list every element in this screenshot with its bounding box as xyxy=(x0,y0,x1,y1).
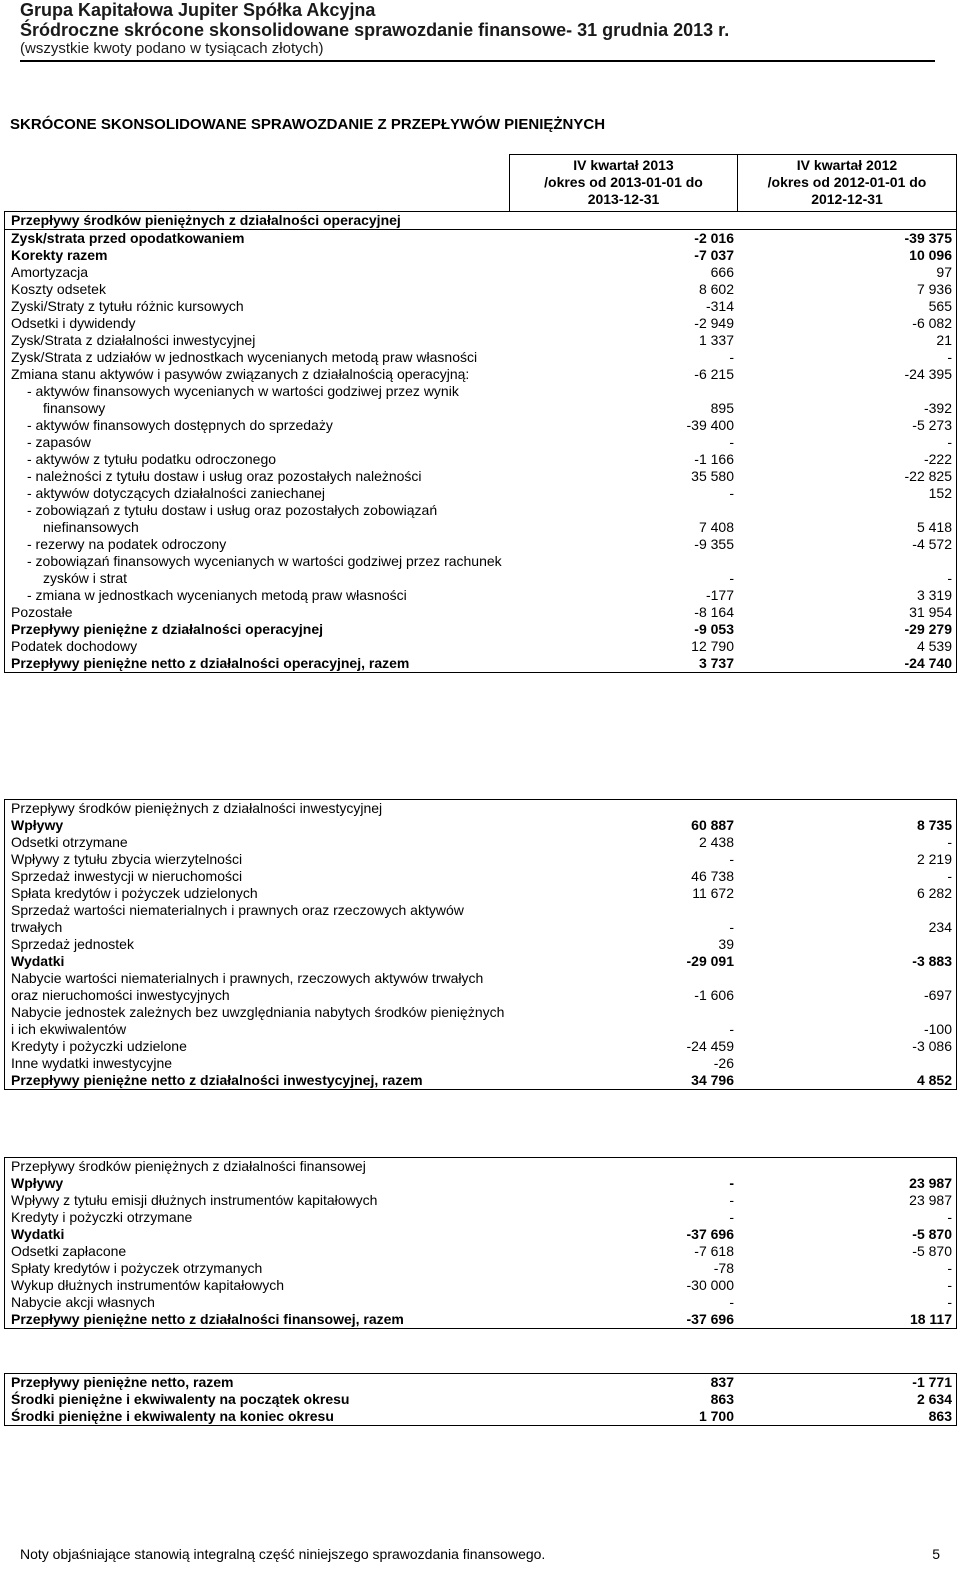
table-row xyxy=(5,366,956,383)
row-label: Sprzedaż wartości niematerialnych i prawnych oraz rzeczowych aktywów trwałych xyxy=(11,902,464,935)
row-label: Koszty odsetek xyxy=(11,281,106,297)
summary-section xyxy=(4,1373,957,1426)
table-row xyxy=(5,1158,956,1175)
row-label: Podatek dochodowy xyxy=(11,638,138,654)
row-label: - aktywów finansowych dostępnych do sprzedaży xyxy=(27,417,333,433)
col2-line1: IV kwartał 2012 xyxy=(796,157,898,173)
row-label: - zobowiązań finansowych wycenianych w wartości godziwej przez rachunek zysków i strat xyxy=(27,553,502,586)
table-row xyxy=(5,229,956,247)
row-label: Spłata kredytów i pożyczek udzielonych xyxy=(11,885,258,901)
value-2013: - xyxy=(729,434,734,450)
value-2012: 4 539 xyxy=(916,638,952,654)
value-2013: 34 796 xyxy=(691,1072,734,1088)
value-2013: 3 737 xyxy=(698,655,734,671)
table-row xyxy=(5,1277,956,1294)
row-label: Przepływy środków pieniężnych z działalności inwestycyjnej xyxy=(11,800,383,816)
row-label: Wydatki xyxy=(11,1226,65,1242)
value-2013: 2 438 xyxy=(698,834,734,850)
row-label: Przepływy pieniężne netto z działalności inwestycyjnej, razem xyxy=(11,1072,423,1088)
row-label: - zobowiązań z tytułu dostaw i usług oraz pozostałych zobowiązań niefinansowych xyxy=(27,502,438,535)
table-row xyxy=(5,1209,956,1226)
value-2012: -39 375 xyxy=(904,230,952,246)
value-2012: - xyxy=(947,1277,952,1293)
table-row xyxy=(5,485,956,502)
value-2013: -26 xyxy=(713,1055,734,1071)
value-2012: - xyxy=(947,868,952,884)
value-2013: 1 337 xyxy=(698,332,734,348)
value-2013: 60 887 xyxy=(691,817,734,833)
row-label: Środki pieniężne i ekwiwalenty na koniec okresu xyxy=(11,1408,334,1424)
value-2013: 1 700 xyxy=(698,1408,734,1424)
value-2013: -7 037 xyxy=(694,247,734,263)
value-2013: 895 xyxy=(710,400,734,416)
value-2012: -5 273 xyxy=(912,417,952,433)
value-2013: -9 053 xyxy=(694,621,734,637)
row-label: Nabycie jednostek zależnych bez uwzględniania nabytych środków pieniężnych i ich ekwiwalentów xyxy=(11,1004,505,1037)
row-label: Środki pieniężne i ekwiwalenty na początek okresu xyxy=(11,1391,350,1407)
col1-line1: IV kwartał 2013 xyxy=(573,157,674,173)
value-2013: -78 xyxy=(713,1260,734,1276)
page-footer xyxy=(20,1546,940,1562)
value-2012: -24 740 xyxy=(904,655,952,671)
value-2013: - xyxy=(729,1175,734,1191)
value-2013: 11 672 xyxy=(692,885,734,901)
table-row xyxy=(5,553,956,587)
value-2013: 863 xyxy=(710,1391,734,1407)
row-label: Wpływy z tytułu zbycia wierzytelności xyxy=(11,851,243,867)
statement-title: SKRÓCONE SKONSOLIDOWANE SPRAWOZDANIE Z PRZEPŁYWÓW PIENIĘŻNYCH xyxy=(10,116,606,133)
report-name: Śródroczne skrócone skonsolidowane sprawozdanie finansowe- 31 grudnia 2013 r. xyxy=(20,20,730,40)
column-header-2013 xyxy=(509,154,738,212)
table-row xyxy=(5,1311,956,1328)
table-row xyxy=(5,264,956,281)
table-row xyxy=(5,349,956,366)
row-label: - rezerwy na podatek odroczony xyxy=(27,536,227,552)
value-2013: 666 xyxy=(710,264,734,280)
value-2012: - xyxy=(947,570,952,586)
value-2012: 2 634 xyxy=(916,1391,952,1407)
value-2013: -37 696 xyxy=(686,1311,734,1327)
value-2012: 863 xyxy=(928,1408,952,1424)
row-label: Zmiana stanu aktywów i pasywów związanych z działalnością operacyjną: xyxy=(11,366,470,382)
value-2012: 2 219 xyxy=(916,851,952,867)
value-2013: -29 091 xyxy=(686,953,734,969)
value-2012: -29 279 xyxy=(904,621,952,637)
row-label: Sprzedaż inwestycji w nieruchomości xyxy=(11,868,243,884)
row-label: Pozostałe xyxy=(11,604,73,620)
value-2012: 23 987 xyxy=(909,1192,952,1208)
row-label: Inne wydatki inwestycyjne xyxy=(11,1055,173,1071)
value-2013: -1 606 xyxy=(694,987,734,1003)
page-header xyxy=(20,0,935,62)
row-label: Przepływy środków pieniężnych z działalności finansowej xyxy=(11,1158,366,1174)
row-label: Przepływy pieniężne z działalności operacyjnej xyxy=(11,621,323,637)
col1-line2: /okres od 2013-01-01 do xyxy=(544,174,703,190)
table-row xyxy=(5,604,956,621)
financing-activities-section xyxy=(4,1157,957,1329)
row-label: - zapasów xyxy=(27,434,91,450)
table-row xyxy=(5,1072,956,1089)
table-row xyxy=(5,502,956,536)
value-2013: -7 618 xyxy=(694,1243,734,1259)
value-2012: -5 870 xyxy=(912,1226,952,1242)
table-row xyxy=(5,851,956,868)
table-row xyxy=(5,417,956,434)
table-row xyxy=(5,281,956,298)
table-row xyxy=(5,1226,956,1243)
value-2013: -9 355 xyxy=(694,536,734,552)
table-row xyxy=(5,1294,956,1311)
value-2013: -2 949 xyxy=(694,315,734,331)
table-row xyxy=(5,315,956,332)
row-label: Zysk/strata przed opodatkowaniem xyxy=(11,230,245,246)
row-label: - aktywów dotyczących działalności zaniechanej xyxy=(27,485,326,501)
table-row xyxy=(5,868,956,885)
value-2012: - xyxy=(947,834,952,850)
value-2013: 7 408 xyxy=(698,519,734,535)
table-row xyxy=(5,298,956,315)
row-label: Wydatki xyxy=(11,953,65,969)
value-2012: 152 xyxy=(928,485,952,501)
table-row xyxy=(5,383,956,417)
table-row xyxy=(5,247,956,264)
table-row xyxy=(5,536,956,553)
value-2012: -5 870 xyxy=(912,1243,952,1259)
value-2013: -39 400 xyxy=(686,417,734,433)
value-2012: 5 418 xyxy=(916,519,952,535)
table-row xyxy=(5,638,956,655)
table-row xyxy=(5,800,956,817)
value-2012: 4 852 xyxy=(916,1072,952,1088)
value-2012: 234 xyxy=(928,919,952,935)
value-2013: -30 000 xyxy=(686,1277,734,1293)
row-label: Wykup dłużnych instrumentów kapitałowych xyxy=(11,1277,284,1293)
table-row xyxy=(5,1038,956,1055)
value-2012: -3 086 xyxy=(912,1038,952,1054)
table-row xyxy=(5,817,956,834)
table-row xyxy=(5,587,956,604)
table-row xyxy=(5,655,956,672)
row-label: Przepływy pieniężne netto z działalności finansowej, razem xyxy=(11,1311,404,1327)
page-number: 5 xyxy=(932,1546,940,1562)
table-row xyxy=(5,902,956,936)
row-label: Amortyzacja xyxy=(11,264,89,280)
value-2013: 837 xyxy=(710,1374,734,1390)
value-2013: -314 xyxy=(705,298,734,314)
row-label: Odsetki i dywidendy xyxy=(11,315,136,331)
value-2012: -6 082 xyxy=(912,315,952,331)
value-2013: 46 738 xyxy=(691,868,734,884)
value-2013: - xyxy=(729,570,734,586)
row-label: Kredyty i pożyczki otrzymane xyxy=(11,1209,193,1225)
row-label: Sprzedaż jednostek xyxy=(11,936,134,952)
value-2012: 6 282 xyxy=(916,885,952,901)
value-2012: 3 319 xyxy=(916,587,952,603)
value-2013: -1 166 xyxy=(694,451,734,467)
row-label: Odsetki zapłacone xyxy=(11,1243,127,1259)
col1-line3: 2013-12-31 xyxy=(587,191,660,207)
value-2012: 10 096 xyxy=(909,247,952,263)
value-2013: -37 696 xyxy=(686,1226,734,1242)
value-2013: -6 215 xyxy=(694,366,734,382)
value-2013: 35 580 xyxy=(691,468,734,484)
value-2013: 12 790 xyxy=(691,638,734,654)
value-2012: -22 825 xyxy=(904,468,952,484)
value-2012: - xyxy=(947,1294,952,1310)
value-2012: 31 954 xyxy=(909,604,952,620)
value-2012: -4 572 xyxy=(912,536,952,552)
table-row xyxy=(5,1260,956,1277)
value-2013: -24 459 xyxy=(686,1038,734,1054)
value-2012: - xyxy=(947,1209,952,1225)
row-label: Wpływy xyxy=(11,1175,64,1191)
value-2012: - xyxy=(947,1260,952,1276)
table-row xyxy=(5,1408,956,1425)
row-label: Zysk/Strata z działalności inwestycyjnej xyxy=(11,332,256,348)
table-row xyxy=(5,885,956,902)
row-label: Wpływy z tytułu emisji dłużnych instrumentów kapitałowych xyxy=(11,1192,378,1208)
value-2013: -8 164 xyxy=(694,604,734,620)
row-label: Nabycie akcji własnych xyxy=(11,1294,155,1310)
units-note: (wszystkie kwoty podano w tysiącach złotych) xyxy=(20,40,324,57)
value-2013: -177 xyxy=(705,587,734,603)
value-2013: 39 xyxy=(718,936,734,952)
value-2012: -3 883 xyxy=(912,953,952,969)
row-label: Korekty razem xyxy=(11,247,108,263)
value-2012: -1 771 xyxy=(912,1374,952,1390)
company-name: Grupa Kapitałowa Jupiter Spółka Akcyjna xyxy=(20,0,376,20)
row-label: - należności z tytułu dostaw i usług oraz pozostałych należności xyxy=(27,468,422,484)
row-label: Odsetki otrzymane xyxy=(11,834,128,850)
value-2012: 18 117 xyxy=(909,1311,952,1327)
col2-line3: 2012-12-31 xyxy=(811,191,883,207)
value-2013: - xyxy=(729,485,734,501)
row-label: Przepływy pieniężne netto, razem xyxy=(11,1374,234,1390)
value-2013: 8 602 xyxy=(698,281,734,297)
table-row xyxy=(5,970,956,1004)
value-2012: - xyxy=(947,434,952,450)
table-row xyxy=(5,1004,956,1038)
value-2013: - xyxy=(729,851,734,867)
value-2012: 565 xyxy=(928,298,952,314)
operating-activities-section xyxy=(4,211,957,673)
value-2012: 7 936 xyxy=(916,281,952,297)
row-label: - aktywów finansowych wycenianych w wartości godziwej przez wynik finansowy xyxy=(27,383,459,416)
value-2013: - xyxy=(729,919,734,935)
table-row xyxy=(5,332,956,349)
value-2013: -2 016 xyxy=(694,230,734,246)
value-2013: - xyxy=(729,1192,734,1208)
table-row xyxy=(5,1243,956,1260)
value-2012: 21 xyxy=(936,332,952,348)
table-row xyxy=(5,451,956,468)
table-row xyxy=(5,1391,956,1408)
table-row xyxy=(5,834,956,851)
table-row xyxy=(5,1055,956,1072)
row-label: Wpływy xyxy=(11,817,64,833)
row-label: Kredyty i pożyczki udzielone xyxy=(11,1038,187,1054)
row-label: Przepływy pieniężne netto z działalności operacyjnej, razem xyxy=(11,655,410,671)
table-row xyxy=(5,936,956,953)
value-2012: -392 xyxy=(923,400,952,416)
footer-note: Noty objaśniające stanowią integralną część niniejszego sprawozdania finansowego. xyxy=(20,1546,546,1562)
value-2012: 97 xyxy=(936,264,952,280)
table-row xyxy=(5,621,956,638)
table-row xyxy=(5,212,956,229)
table-row xyxy=(5,1374,956,1391)
value-2013: - xyxy=(729,349,734,365)
value-2012: -222 xyxy=(923,451,952,467)
value-2012: -100 xyxy=(923,1021,952,1037)
value-2013: - xyxy=(729,1021,734,1037)
value-2012: -697 xyxy=(923,987,952,1003)
column-header-2012 xyxy=(737,154,957,212)
row-label: Zyski/Straty z tytułu różnic kursowych xyxy=(11,298,244,314)
value-2013: - xyxy=(729,1209,734,1225)
row-label: - zmiana w jednostkach wycenianych metodą praw własności xyxy=(27,587,407,603)
investing-activities-section xyxy=(4,799,957,1090)
row-label: Spłaty kredytów i pożyczek otrzymanych xyxy=(11,1260,263,1276)
value-2012: 23 987 xyxy=(909,1175,952,1191)
row-label: Przepływy środków pieniężnych z działalności operacyjnej xyxy=(11,212,401,228)
table-row xyxy=(5,434,956,451)
row-label: - aktywów z tytułu podatku odroczonego xyxy=(27,451,277,467)
table-row xyxy=(5,953,956,970)
table-row xyxy=(5,468,956,485)
value-2012: -24 395 xyxy=(904,366,952,382)
table-row xyxy=(5,1192,956,1209)
row-label: Zysk/Strata z udziałów w jednostkach wycenianych metodą praw własności xyxy=(11,349,478,365)
value-2013: - xyxy=(729,1294,734,1310)
value-2012: - xyxy=(947,349,952,365)
value-2012: 8 735 xyxy=(916,817,952,833)
row-label: Nabycie wartości niematerialnych i prawnych, rzeczowych aktywów trwałych oraz nieruchomości inwestycyjnych xyxy=(11,970,484,1003)
col2-line2: /okres od 2012-01-01 do xyxy=(767,174,927,190)
table-row xyxy=(5,1175,956,1192)
